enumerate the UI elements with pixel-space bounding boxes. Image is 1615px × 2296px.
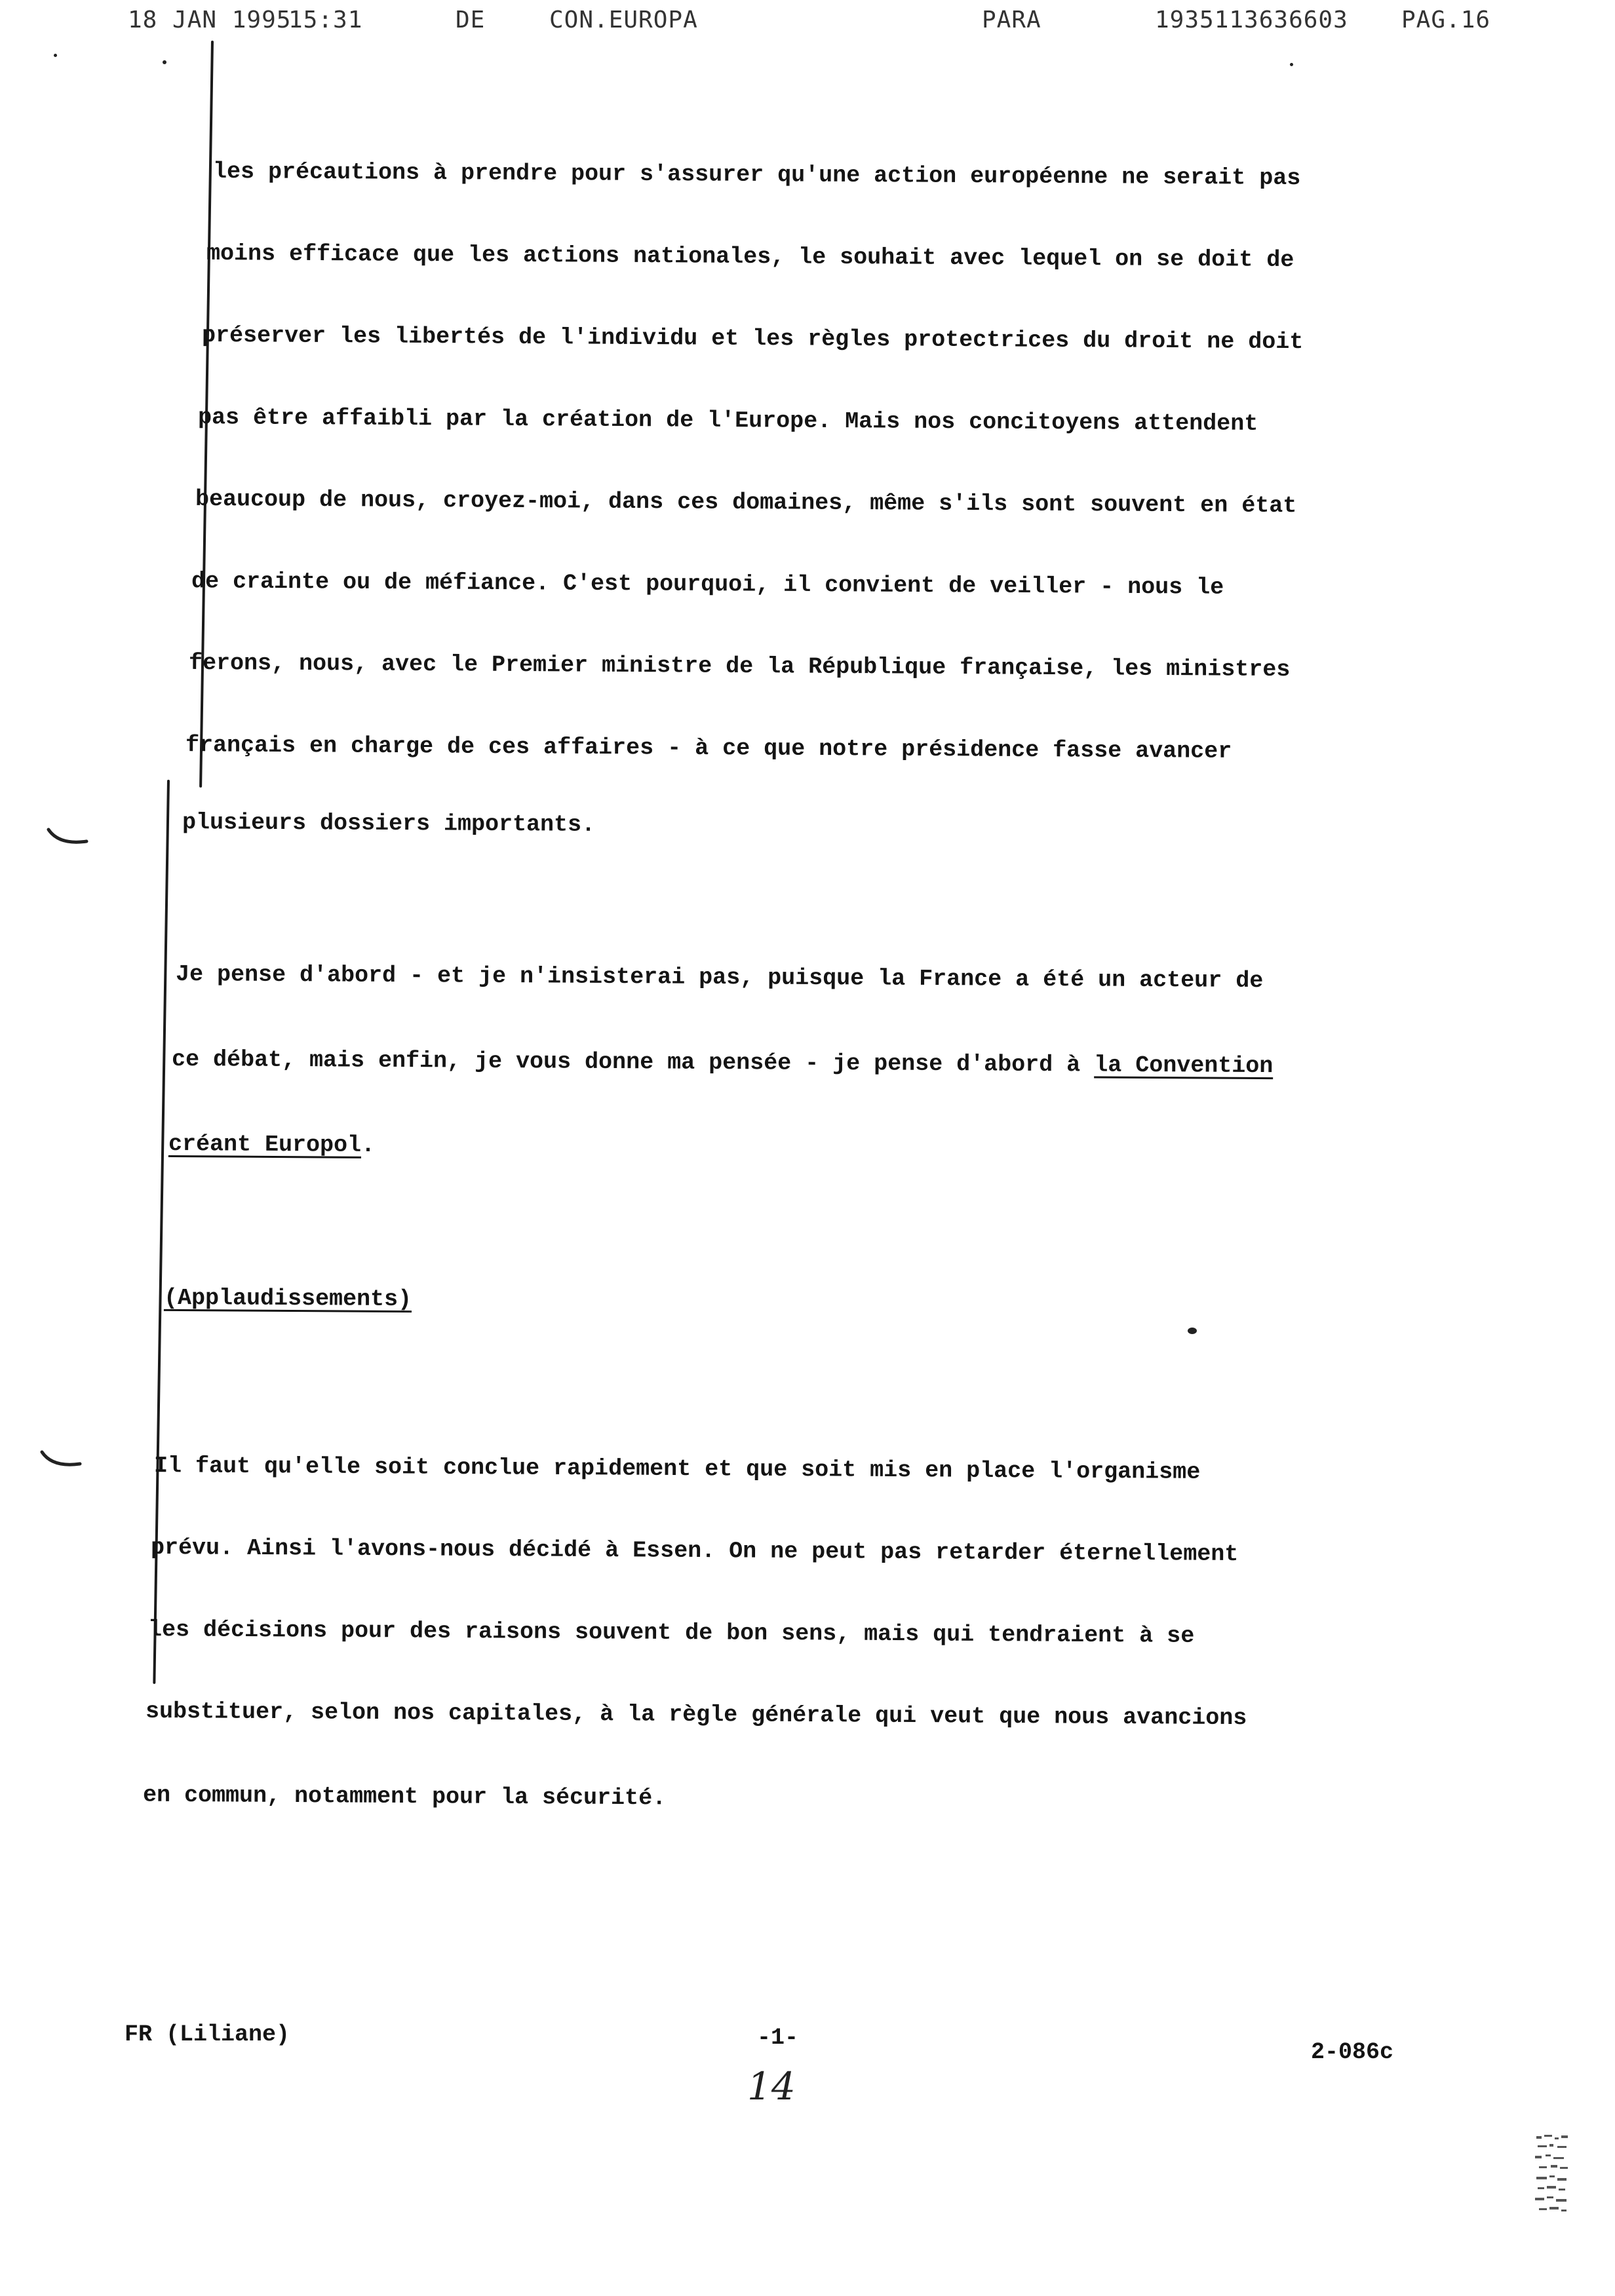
text-line xyxy=(172,1048,1273,1078)
fax-header xyxy=(0,7,1615,46)
text-line: Je pense d'abord - et je n'insisterai pas, puisque la France a été un acteur de xyxy=(175,961,1264,995)
margin-mark-upper xyxy=(46,826,92,852)
text-line: plusieurs dossiers importants. xyxy=(182,809,596,838)
text-line: de crainte ou de méfiance. C'est pourquoi, il convient de veiller - nous le xyxy=(191,568,1224,601)
text-line: français en charge de ces affaires - à ce que notre présidence fasse avancer xyxy=(185,732,1232,765)
text-line xyxy=(168,1133,375,1157)
text-line: substituer, selon nos capitales, à la règle générale qui veut que nous avancions xyxy=(145,1698,1247,1732)
scan-artifact xyxy=(1534,2130,1573,2221)
text-line: préserver les libertés de l'individu et les règles protectrices du droit ne doit xyxy=(201,322,1304,356)
text-line: pas être affaibli par la création de l'Europe. Mais nos concitoyens attendent xyxy=(197,404,1258,437)
text-line: les décisions pour des raisons souvent de bon sens, mais qui tendraient à se xyxy=(147,1617,1195,1649)
text-line: les précautions à prendre pour s'assurer qu'une action européenne ne serait pas xyxy=(212,158,1301,192)
speck xyxy=(54,54,57,57)
speck xyxy=(1188,1328,1197,1334)
text-segment: ce débat, mais enfin, je vous donne ma pensée - je pense d'abord à xyxy=(171,1046,1081,1079)
fax-date: 18 JAN 1995 xyxy=(128,7,292,33)
fax-from: CON.EUROPA xyxy=(549,7,698,33)
speck xyxy=(163,60,166,64)
underlined-phrase: créant Europol xyxy=(168,1131,362,1158)
applause-note: (Applaudissements) xyxy=(163,1284,412,1313)
footer-author: FR (Liliane) xyxy=(125,2021,290,2048)
text-line: prévu. Ainsi l'avons-nous décidé à Essen. On ne peut pas retarder éternellement xyxy=(150,1534,1239,1568)
underlined-phrase: la Convention xyxy=(1094,1052,1274,1080)
footer-page-number: -1- xyxy=(757,2025,799,2051)
text-line: en commun, notamment pour la sécurité. xyxy=(142,1782,667,1812)
text-line: Il faut qu'elle soit conclue rapidement et que soit mis en place l'organisme xyxy=(153,1453,1201,1485)
fax-from-label: DE xyxy=(456,7,486,33)
text-line: moins efficace que les actions nationales, le souhait avec lequel on se doit de xyxy=(206,240,1294,274)
fax-to-label: PARA xyxy=(982,7,1041,33)
speck xyxy=(1290,63,1293,66)
text-line: beaucoup de nous, croyez-moi, dans ces domaines, même s'ils sont souvent en état xyxy=(195,486,1297,520)
fax-page: PAG.16 xyxy=(1401,7,1491,33)
footer-reference: 2-086c xyxy=(1311,2039,1394,2065)
text-line: ferons, nous, avec le Premier ministre de la République française, les ministres xyxy=(188,649,1291,683)
margin-mark-lower xyxy=(39,1448,85,1474)
handwritten-page-number: 14 xyxy=(747,2064,796,2109)
fax-time: 15:31 xyxy=(288,7,363,33)
fax-number: 1935113636603 xyxy=(1155,7,1348,33)
text-segment: . xyxy=(360,1132,376,1158)
